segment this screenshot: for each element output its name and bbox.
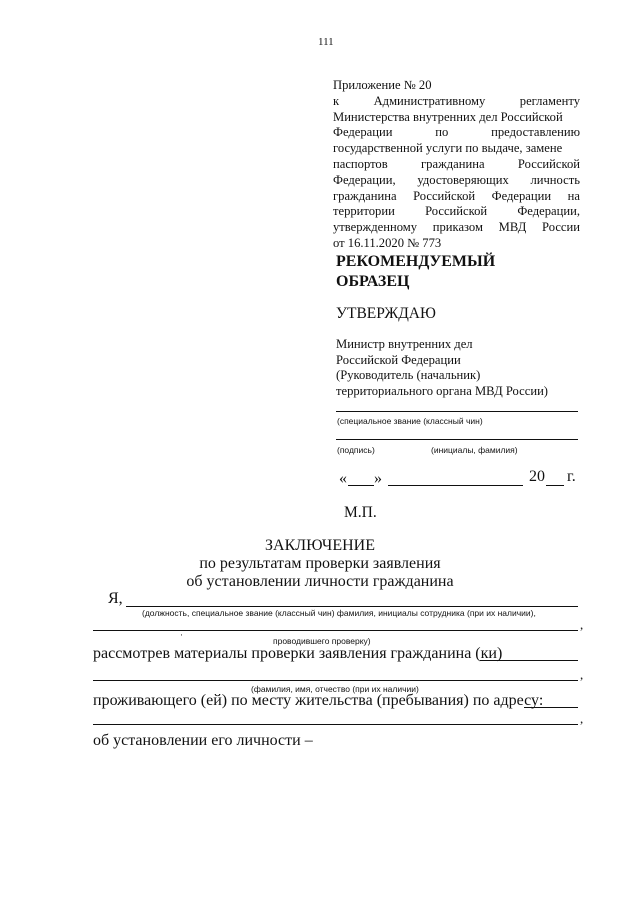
recommended-label-line1: РЕКОМЕНДУЕМЫЙ xyxy=(336,253,496,270)
appendix-word: предоставлению xyxy=(491,125,580,140)
date-quote-close: » xyxy=(374,470,382,487)
rank-line xyxy=(336,411,578,412)
appendix-word: Федерации xyxy=(491,188,552,203)
minister-line: Министр внутренних дел xyxy=(336,337,473,351)
appendix-word: регламенту xyxy=(519,93,580,108)
signature-caption: (подпись) xyxy=(337,445,375,455)
appendix-word: Федерации, xyxy=(517,204,580,219)
fio-caption: (фамилия, имя, отчество (при их наличии) xyxy=(251,684,419,694)
recommended-label-line2: ОБРАЗЕЦ xyxy=(336,273,410,290)
identity-text: об установлении его личности – xyxy=(93,732,313,749)
appendix-word: Российской xyxy=(517,156,580,171)
appendix-word: Административному xyxy=(373,93,486,108)
fio-line xyxy=(93,680,578,681)
approve-heading: УТВЕРЖДАЮ xyxy=(336,305,436,322)
minister-line: (Руководитель (начальник) xyxy=(336,368,481,383)
initials-caption: (инициалы, фамилия) xyxy=(431,445,518,455)
residing-text: проживающего (ей) по месту жительства (пребывания) по адресу: xyxy=(93,692,544,709)
page-number: 111 xyxy=(318,36,334,48)
appendix-line xyxy=(333,236,580,252)
date-month-line xyxy=(388,485,523,486)
reviewed-text: рассмотрев материалы проверки заявления гражданина (ки) xyxy=(93,645,503,662)
signature-line xyxy=(336,439,578,440)
appendix-word: гражданина xyxy=(421,156,485,171)
appendix-word: к xyxy=(333,93,340,108)
appendix-line xyxy=(333,157,580,173)
appendix-line xyxy=(333,220,580,236)
conducted-caption: проводившего проверку) xyxy=(273,636,371,646)
dot-mark: · xyxy=(180,630,183,640)
appendix-line xyxy=(333,110,580,126)
appendix-title: Приложение № 20 xyxy=(333,78,432,92)
date-year-suffix: г. xyxy=(567,468,576,485)
appendix-word: удостоверяющих xyxy=(417,172,509,187)
appendix-line xyxy=(333,173,580,189)
comma-mark: , xyxy=(580,617,584,632)
minister-block xyxy=(336,337,548,399)
appendix-word: от 16.11.2020 № 773 xyxy=(333,235,442,250)
appendix-word: территории xyxy=(333,204,395,219)
appendix-word: личность xyxy=(530,172,580,187)
appendix-word: Федерации, xyxy=(333,172,396,187)
appendix-line xyxy=(333,125,580,141)
position-line-continued xyxy=(93,630,578,631)
rank-caption: (специальное звание (классный чин) xyxy=(337,416,483,426)
appendix-line xyxy=(333,204,580,220)
conclusion-subtitle2: об установлении личности гражданина xyxy=(186,573,454,590)
date-day-line xyxy=(348,485,374,486)
appendix-word: МВД xyxy=(498,220,527,235)
date-year-line xyxy=(546,485,564,486)
appendix-block xyxy=(333,78,580,252)
appendix-word: по xyxy=(435,125,449,140)
reviewed-line xyxy=(480,660,578,661)
position-caption: (должность, специальное звание (классный чин) фамилия, инициалы сотрудника (при их наличии), xyxy=(142,608,536,618)
conclusion-subtitle1: по результатам проверки заявления xyxy=(199,555,441,572)
appendix-word: гражданина xyxy=(333,188,397,203)
conclusion-title: ЗАКЛЮЧЕНИЕ xyxy=(265,537,375,554)
appendix-line xyxy=(333,94,580,110)
comma-mark: , xyxy=(580,667,584,682)
appendix-word: утвержденному xyxy=(333,220,418,235)
appendix-word: Российской xyxy=(425,204,488,219)
minister-line: Российской Федерации xyxy=(336,352,461,367)
appendix-word: Федерации xyxy=(333,125,393,140)
appendix-line xyxy=(333,141,580,157)
i-label: Я, xyxy=(108,590,123,607)
date-year-prefix: 20 xyxy=(529,468,545,485)
appendix-line xyxy=(333,189,580,205)
appendix-word: на xyxy=(567,188,580,203)
date-quote-open: « xyxy=(339,470,347,487)
address-line xyxy=(524,707,578,708)
appendix-word: приказом xyxy=(432,220,483,235)
position-line xyxy=(126,606,578,607)
minister-line: территориального органа МВД России) xyxy=(336,383,548,398)
comma-mark: , xyxy=(580,711,584,726)
appendix-word: Российской xyxy=(413,188,476,203)
appendix-word: России xyxy=(542,220,580,235)
appendix-word: государственной услуги по выдаче, замене xyxy=(333,141,563,156)
address-line-continued xyxy=(93,724,578,725)
stamp-label: М.П. xyxy=(344,504,377,521)
appendix-word: паспортов xyxy=(333,156,388,171)
appendix-word: Министерства внутренних дел Российской xyxy=(333,109,563,124)
